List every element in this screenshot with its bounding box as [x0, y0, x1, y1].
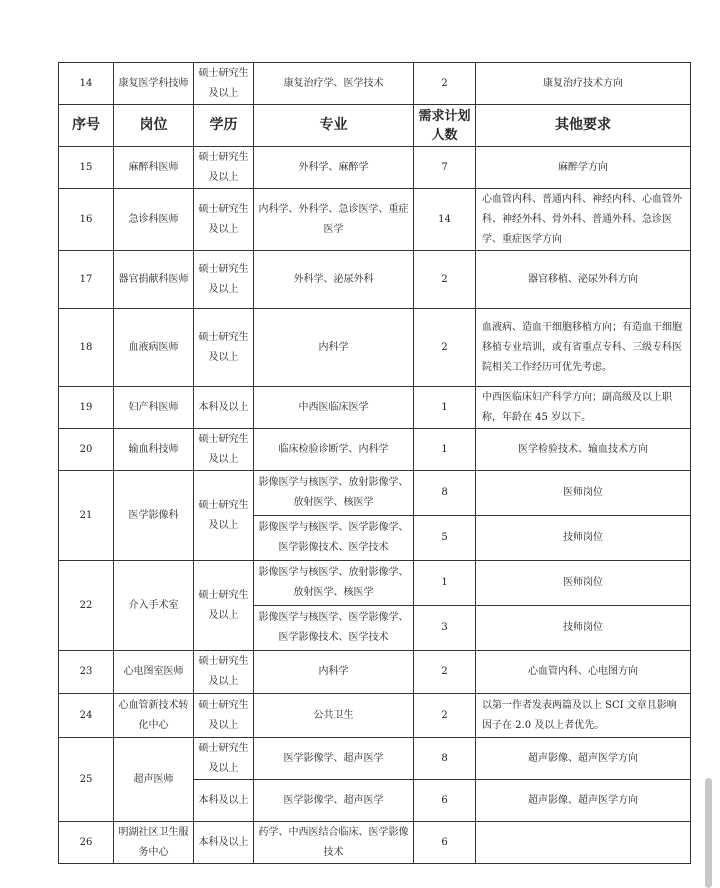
post-cell: 心血管新技术转化中心	[114, 694, 194, 738]
major-cell: 中西医临床医学	[254, 387, 414, 429]
other-cell: 医师岗位	[476, 561, 691, 606]
major-cell: 外科学、麻醉学	[254, 147, 414, 189]
seq-cell: 15	[59, 147, 114, 189]
other-cell: 心血管内科、心电图方向	[476, 651, 691, 694]
count-cell: 3	[414, 606, 476, 651]
count-cell: 6	[414, 822, 476, 864]
other-cell	[476, 822, 691, 864]
edu-cell: 硕士研究生及以上	[194, 309, 254, 387]
count-cell: 6	[414, 780, 476, 822]
header-major: 专业	[254, 105, 414, 147]
major-cell: 内科学	[254, 309, 414, 387]
major-cell: 医学影像学、超声医学	[254, 780, 414, 822]
seq-cell: 26	[59, 822, 114, 864]
count-cell: 1	[414, 429, 476, 471]
header-other: 其他要求	[476, 105, 691, 147]
header-seq: 序号	[59, 105, 114, 147]
count-cell: 2	[414, 651, 476, 694]
other-cell: 心血管内科、普通内科、神经内科、心血管外科、神经外科、骨外科、普通外科、急诊医学、重症医学方向	[476, 189, 691, 251]
post-cell: 康复医学科技师	[114, 63, 194, 105]
edu-cell: 硕士研究生及以上	[194, 738, 254, 780]
table-row	[59, 694, 691, 738]
count-cell: 7	[414, 147, 476, 189]
edu-cell: 硕士研究生及以上	[194, 471, 254, 561]
seq-cell: 24	[59, 694, 114, 738]
header-count: 需求计划人数	[414, 105, 476, 147]
other-cell: 麻醉学方向	[476, 147, 691, 189]
post-cell: 明湖社区卫生服务中心	[114, 822, 194, 864]
seq-cell: 16	[59, 189, 114, 251]
count-cell: 5	[414, 516, 476, 561]
major-cell: 康复治疗学、医学技术	[254, 63, 414, 105]
count-cell: 2	[414, 694, 476, 738]
edu-cell: 本科及以上	[194, 822, 254, 864]
major-cell: 内科学、外科学、急诊医学、重症医学	[254, 189, 414, 251]
table-row	[59, 738, 691, 780]
other-cell: 血液病、造血干细胞移植方向；有造血干细胞移植专业培训，或有省重点专科、三级专科医院相关工作经历可优先考虑。	[476, 309, 691, 387]
table-row	[59, 651, 691, 694]
table-row	[59, 251, 691, 309]
edu-cell: 硕士研究生及以上	[194, 429, 254, 471]
edu-cell: 硕士研究生及以上	[194, 651, 254, 694]
count-cell: 8	[414, 471, 476, 516]
edu-cell: 硕士研究生及以上	[194, 561, 254, 651]
major-cell: 影像医学与核医学、医学影像学、医学影像技术、医学技术	[254, 606, 414, 651]
table-row	[59, 471, 691, 516]
table-row	[59, 147, 691, 189]
seq-cell: 14	[59, 63, 114, 105]
other-cell: 超声影像、超声医学方向	[476, 738, 691, 780]
other-cell: 医师岗位	[476, 471, 691, 516]
other-cell: 超声影像、超声医学方向	[476, 780, 691, 822]
other-cell: 以第一作者发表两篇及以上 SCI 文章且影响因子在 2.0 及以上者优先。	[476, 694, 691, 738]
seq-cell: 20	[59, 429, 114, 471]
header-post: 岗位	[114, 105, 194, 147]
post-cell: 超声医师	[114, 738, 194, 822]
seq-cell: 23	[59, 651, 114, 694]
table-row	[59, 309, 691, 387]
seq-cell: 19	[59, 387, 114, 429]
other-cell: 康复治疗技术方向	[476, 63, 691, 105]
major-cell: 影像医学与核医学、医学影像学、医学影像技术、医学技术	[254, 516, 414, 561]
count-cell: 14	[414, 189, 476, 251]
post-cell: 妇产科医师	[114, 387, 194, 429]
other-cell: 器官移植、泌尿外科方向	[476, 251, 691, 309]
post-cell: 麻醉科医师	[114, 147, 194, 189]
table-row	[59, 63, 691, 105]
table-row	[59, 822, 691, 864]
seq-cell: 21	[59, 471, 114, 561]
table-row	[59, 387, 691, 429]
edu-cell: 硕士研究生及以上	[194, 251, 254, 309]
table-row	[59, 429, 691, 471]
edu-cell: 硕士研究生及以上	[194, 147, 254, 189]
post-cell: 急诊科医师	[114, 189, 194, 251]
count-cell: 2	[414, 309, 476, 387]
other-cell: 医学检验技术、输血技术方向	[476, 429, 691, 471]
seq-cell: 25	[59, 738, 114, 822]
major-cell: 外科学、泌尿外科	[254, 251, 414, 309]
edu-cell: 硕士研究生及以上	[194, 63, 254, 105]
edu-cell: 本科及以上	[194, 387, 254, 429]
edu-cell: 硕士研究生及以上	[194, 694, 254, 738]
scrollbar-thumb[interactable]	[705, 778, 712, 888]
post-cell: 医学影像科	[114, 471, 194, 561]
other-cell: 技师岗位	[476, 606, 691, 651]
post-cell: 心电图室医师	[114, 651, 194, 694]
table-header-row	[59, 105, 691, 147]
count-cell: 1	[414, 561, 476, 606]
major-cell: 影像医学与核医学、放射影像学、放射医学、核医学	[254, 471, 414, 516]
post-cell: 输血科技师	[114, 429, 194, 471]
post-cell: 器官捐献科医师	[114, 251, 194, 309]
recruitment-table	[58, 62, 691, 864]
table-row	[59, 189, 691, 251]
count-cell: 2	[414, 251, 476, 309]
post-cell: 血液病医师	[114, 309, 194, 387]
count-cell: 1	[414, 387, 476, 429]
count-cell: 2	[414, 63, 476, 105]
major-cell: 医学影像学、超声医学	[254, 738, 414, 780]
count-cell: 8	[414, 738, 476, 780]
seq-cell: 22	[59, 561, 114, 651]
major-cell: 公共卫生	[254, 694, 414, 738]
post-cell: 介入手术室	[114, 561, 194, 651]
major-cell: 内科学	[254, 651, 414, 694]
seq-cell: 17	[59, 251, 114, 309]
header-edu: 学历	[194, 105, 254, 147]
edu-cell: 硕士研究生及以上	[194, 189, 254, 251]
other-cell: 中西医临床妇产科学方向；副高级及以上职称，年龄在 45 岁以下。	[476, 387, 691, 429]
major-cell: 临床检验诊断学、内科学	[254, 429, 414, 471]
other-cell: 技师岗位	[476, 516, 691, 561]
edu-cell: 本科及以上	[194, 780, 254, 822]
seq-cell: 18	[59, 309, 114, 387]
major-cell: 药学、中西医结合临床、医学影像技术	[254, 822, 414, 864]
major-cell: 影像医学与核医学、放射影像学、放射医学、核医学	[254, 561, 414, 606]
table-row	[59, 561, 691, 606]
